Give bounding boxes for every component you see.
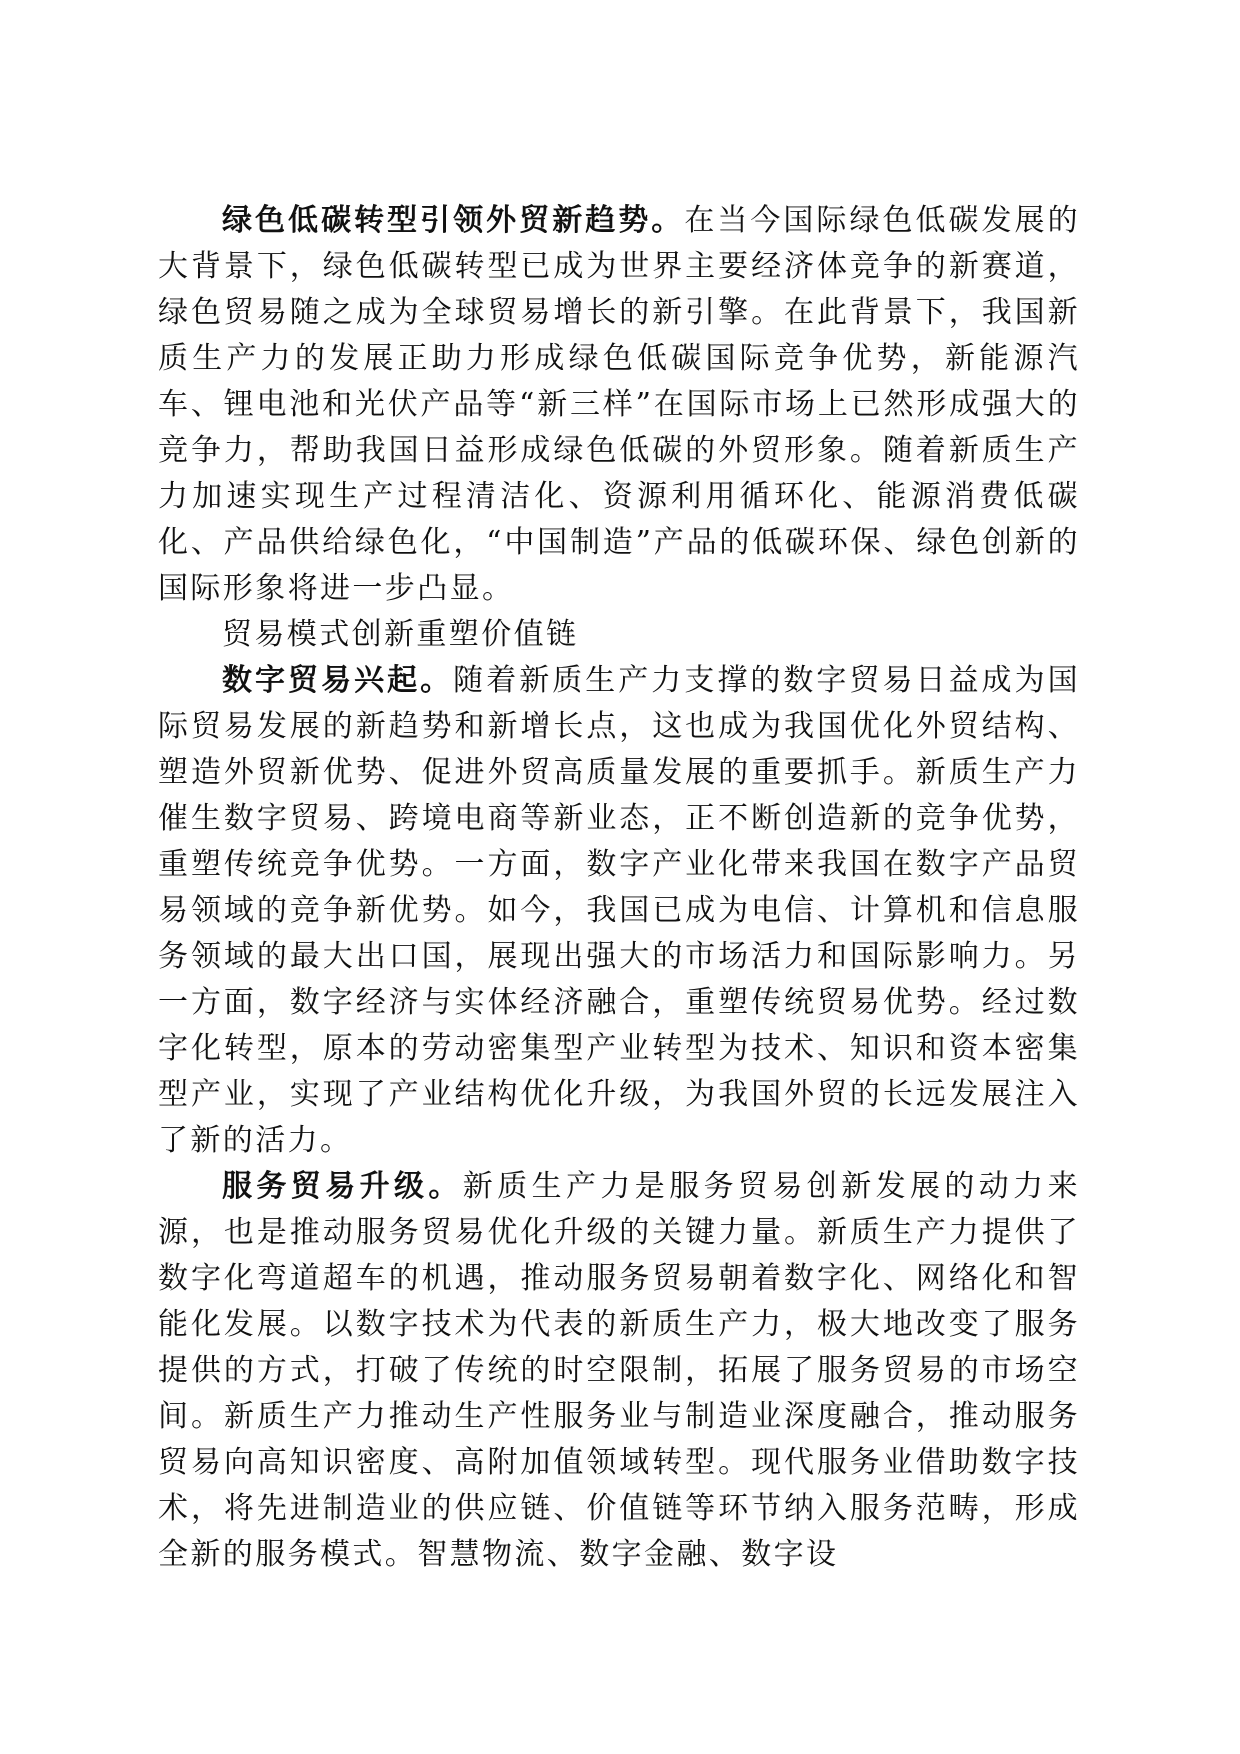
document-page [158,198,1080,1578]
paragraph-green-trade [158,198,1080,612]
paragraph-body: 随着新质生产力支撑的数字贸易日益成为国际贸易发展的新趋势和新增长点，这也成为我国优化外贸结构、塑造外贸新优势、促进外贸高质量发展的重要抓手。新质生产力催生数字贸易、跨境电商等新业态，正不断创造新的竞争优势，重塑传统竞争优势。一方面，数字产业化带来我国在数字产品贸易领域的竞争新优势。如今，我国已成为电信、计算机和信息服务领域的最大出口国，展现出强大的市场活力和国际影响力。另一方面，数字经济与实体经济融合，重塑传统贸易优势。经过数字化转型，原本的劳动密集型产业转型为技术、知识和资本密集型产业，实现了产业结构优化升级，为我国外贸的长远发展注入了新的活力。 [158,663,1080,1158]
paragraph-digital-trade [158,658,1080,1164]
paragraph-body: 在当今国际绿色低碳发展的大背景下，绿色低碳转型已成为世界主要经济体竞争的新赛道，绿色贸易随之成为全球贸易增长的新引擎。在此背景下，我国新质生产力的发展正助力形成绿色低碳国际竞争优势，新能源汽车、锂电池和光伏产品等“新三样”在国际市场上已然形成强大的竞争力，帮助我国日益形成绿色低碳的外贸形象。随着新质生产力加速实现生产过程清洁化、资源利用循环化、能源消费低碳化、产品供给绿色化，“中国制造”产品的低碳环保、绿色创新的国际形象将进一步凸显。 [158,203,1080,606]
paragraph-service-trade [158,1164,1080,1578]
paragraph-lead: 绿色低碳转型引领外贸新趋势。 [222,203,685,238]
paragraph-lead: 数字贸易兴起。 [222,663,454,698]
paragraph-body: 新质生产力是服务贸易创新发展的动力来源，也是推动服务贸易优化升级的关键力量。新质生产力提供了数字化弯道超车的机遇，推动服务贸易朝着数字化、网络化和智能化发展。以数字技术为代表的新质生产力，极大地改变了服务提供的方式，打破了传统的时空限制，拓展了服务贸易的市场空间。新质生产力推动生产性服务业与制造业深度融合，推动服务贸易向高知识密度、高附加值领域转型。现代服务业借助数字技术，将先进制造业的供应链、价值链等环节纳入服务范畴，形成全新的服务模式。智慧物流、数字金融、数字设 [158,1169,1080,1572]
section-heading: 贸易模式创新重塑价值链 [222,617,579,652]
paragraph-lead: 服务贸易升级。 [222,1169,463,1204]
